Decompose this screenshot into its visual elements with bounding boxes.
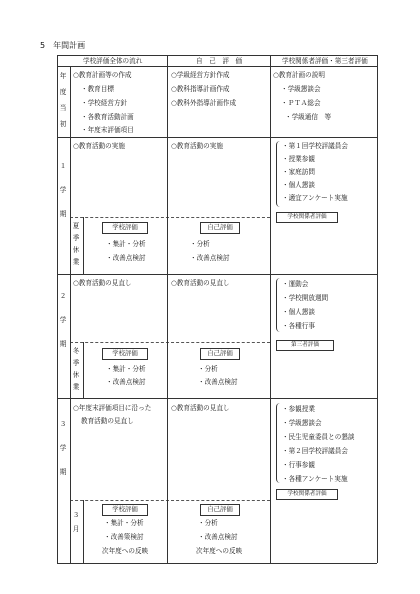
header-self-eval: 自 己 評 価 (196, 57, 243, 65)
term3-related-eval-badge: 学校関係者評価 (276, 489, 338, 500)
term1-break-label: 夏 季 休 業 (72, 222, 80, 266)
row-label-term1: １ 学 期 (59, 162, 67, 218)
term1-col1: ○教育活動の実施 (73, 142, 125, 150)
term3-item1c: 次年度への反映 (102, 547, 149, 555)
term2-third-party-eval-badge: 第三者評価 (276, 340, 334, 351)
row-label-term3: ３ 学 期 (59, 420, 67, 476)
term2-col2: ○教育活動の見直し (171, 279, 230, 287)
term3-item2b: ・改善点検討 (198, 533, 238, 541)
term2-school-eval-box: 学校評価 (102, 348, 148, 360)
term1-school-eval-box: 学校評価 (102, 222, 148, 234)
term3-self-eval-box: 自己評価 (200, 504, 240, 516)
term3-item2a: ・分析 (198, 519, 218, 527)
term3-col2: ○教育活動の見直し (171, 404, 230, 412)
term3-item2c: 次年度への反映 (196, 547, 243, 555)
term2-col1: ○教育活動の見直し (73, 279, 132, 287)
term1-col2: ○教育活動の実施 (171, 142, 223, 150)
term3-item1a: ・集計・分析 (104, 519, 144, 527)
term2-break-label: 冬 季 休 業 (72, 347, 80, 391)
term1-item2a: ・分析 (190, 240, 210, 248)
term3-item1b: ・改善策検討 (104, 533, 144, 541)
term3-school-eval-box: 学校評価 (102, 504, 148, 516)
term1-item1a: ・集計・分析 (106, 240, 146, 248)
term1-item1b: ・改善点検討 (106, 254, 146, 262)
header-related-eval: 学校関係者評価・第三者評価 (282, 57, 368, 65)
header-school-eval-flow: 学校評価全体の流れ (83, 57, 143, 65)
term1-self-eval-box: 自己評価 (200, 222, 240, 234)
term1-related-eval-badge: 学校関係者評価 (276, 212, 338, 223)
term1-item2b: ・改善点検討 (190, 254, 230, 262)
term3-break-label: ３ 月 (72, 511, 80, 533)
term2-item2b: ・改善点検討 (198, 378, 238, 386)
row-label-term2: ２ 学 期 (59, 292, 67, 348)
term2-item2a: ・分析 (198, 365, 218, 373)
term2-self-eval-box: 自己評価 (200, 348, 240, 360)
term2-item1a: ・集計・分析 (106, 365, 146, 373)
term2-item1b: ・改善点検討 (106, 378, 146, 386)
row-label-nendo: 年 度 当 初 (59, 72, 67, 128)
page-title: 5 年間計画 (40, 41, 86, 50)
